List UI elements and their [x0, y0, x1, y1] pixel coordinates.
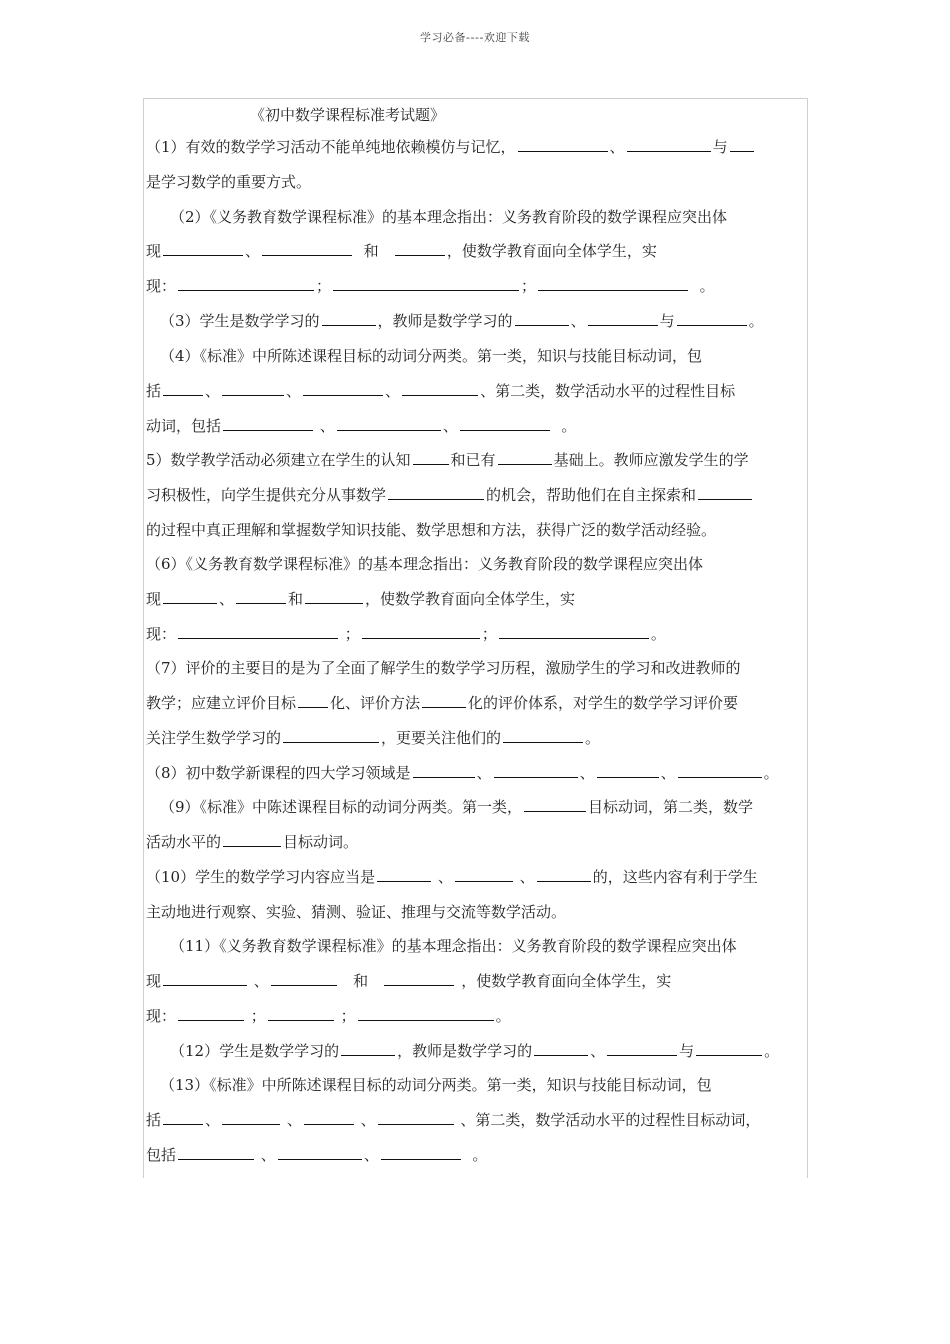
text: 现：	[146, 277, 177, 295]
answer-blank[interactable]	[322, 311, 376, 326]
text: 、	[205, 1111, 221, 1129]
question-5-line-1	[146, 450, 808, 470]
text: 括	[146, 382, 162, 400]
text: ，使数学教育面向全体学生，实	[446, 242, 657, 260]
text: 、	[260, 1146, 276, 1164]
answer-blank[interactable]	[534, 1041, 588, 1056]
question-9-line-2	[146, 832, 808, 852]
answer-blank[interactable]	[413, 450, 449, 465]
answer-blank[interactable]	[518, 137, 608, 152]
question-2-line-1: （2）《义务教育数学课程标准》的基本理念指出：义务教育阶段的数学课程应突出体	[170, 208, 728, 226]
text: 与	[712, 138, 728, 156]
question-5-line-2	[146, 485, 808, 505]
answer-blank[interactable]	[402, 381, 478, 396]
answer-blank[interactable]	[455, 867, 513, 882]
text: ，更要关注他们的	[381, 729, 502, 747]
answer-blank[interactable]	[278, 1145, 362, 1160]
answer-blank[interactable]	[222, 381, 284, 396]
text: 、	[660, 764, 676, 782]
answer-blank[interactable]	[271, 971, 337, 986]
answer-blank[interactable]	[395, 241, 445, 256]
answer-blank[interactable]	[677, 311, 747, 326]
answer-blank[interactable]	[388, 485, 484, 500]
answer-blank[interactable]	[494, 763, 578, 778]
answer-blank[interactable]	[222, 1110, 280, 1125]
answer-blank[interactable]	[597, 763, 659, 778]
text: 。	[561, 417, 577, 435]
text: 、	[579, 764, 595, 782]
answer-blank[interactable]	[236, 589, 286, 604]
text: 、	[360, 1111, 376, 1129]
text: 现：	[146, 1007, 177, 1025]
text: ，教师是数学学习的	[397, 1042, 533, 1060]
question-4-line-1: （4）《标准》中所陈述课程目标的动词分两类。第一类，知识与技能目标动词，包	[160, 347, 703, 365]
text: 与	[659, 312, 675, 330]
question-13-line-2	[146, 1110, 808, 1130]
text: 的机会，帮助他们在自主探索和	[486, 486, 697, 504]
text: ，使数学教育面向全体学生，实	[365, 590, 576, 608]
text: 目标动词。	[283, 833, 359, 851]
text: 、第二类，数学活动水平的过程性目标动词，	[460, 1111, 761, 1129]
answer-blank[interactable]	[337, 416, 441, 431]
text: 、	[590, 1042, 606, 1060]
text: 、	[253, 972, 269, 990]
answer-blank[interactable]	[223, 416, 313, 431]
text: ；	[340, 1007, 356, 1025]
answer-blank[interactable]	[498, 450, 552, 465]
question-6-line-2	[146, 589, 808, 609]
answer-blank[interactable]	[627, 137, 711, 152]
page-header: 学习必备----欢迎下载	[420, 31, 530, 44]
answer-blank[interactable]	[304, 1110, 354, 1125]
question-7-line-1: （7）评价的主要目的是为了全面了解学生的数学学习历程，激励学生的学习和改进教师的	[146, 659, 741, 677]
answer-blank[interactable]	[413, 763, 475, 778]
question-4-line-2	[146, 381, 808, 401]
text: 化的评价体系，对学生的数学学习评价要	[468, 694, 739, 712]
text: 教学；应建立评价目标	[146, 694, 297, 712]
answer-blank[interactable]	[163, 1110, 203, 1125]
question-1-line-1	[146, 137, 808, 157]
text: 与	[679, 1042, 695, 1060]
text: （1）有效的数学学习活动不能单纯地依赖模仿与记忆，	[146, 138, 516, 156]
answer-blank[interactable]	[730, 137, 754, 152]
question-5-line-3: 的过程中真正理解和掌握数学知识技能、数学思想和方法，获得广泛的数学活动经验。	[146, 521, 717, 539]
text: 、	[245, 242, 261, 260]
answer-blank[interactable]	[178, 276, 314, 291]
text: 现	[146, 242, 162, 260]
text: （12）学生是数学学习的	[170, 1042, 340, 1060]
answer-blank[interactable]	[499, 624, 649, 639]
question-6-line-3	[146, 624, 808, 644]
text: 现：	[146, 625, 177, 643]
answer-blank[interactable]	[422, 693, 466, 708]
text: 现	[146, 590, 162, 608]
text: 现	[146, 972, 162, 990]
text: 习积极性，向学生提供充分从事数学	[146, 486, 387, 504]
answer-blank[interactable]	[223, 832, 281, 847]
answer-blank[interactable]	[460, 416, 550, 431]
text: 、	[286, 382, 302, 400]
text: 、	[205, 382, 221, 400]
text: 、	[519, 868, 535, 886]
question-7-line-3	[146, 728, 808, 748]
answer-blank[interactable]	[341, 1041, 395, 1056]
question-1-line-2: 是学习数学的重要方式。	[146, 173, 312, 191]
answer-blank[interactable]	[696, 1041, 762, 1056]
text: 和	[288, 590, 304, 608]
text: 。	[748, 312, 764, 330]
text: 化、评价方法	[330, 694, 421, 712]
answer-blank[interactable]	[384, 971, 454, 986]
answer-blank[interactable]	[524, 797, 586, 812]
answer-blank[interactable]	[178, 624, 338, 639]
answer-blank[interactable]	[163, 381, 203, 396]
question-4-line-3	[146, 416, 808, 436]
text: （8）初中数学新课程的四大学习领域是	[146, 764, 411, 782]
text: 、	[319, 417, 335, 435]
answer-blank[interactable]	[537, 867, 591, 882]
answer-blank[interactable]	[298, 693, 328, 708]
text: 和	[353, 972, 369, 990]
answer-blank[interactable]	[178, 1006, 244, 1021]
text: 5）数学教学活动必须建立在学生的认知	[146, 451, 411, 469]
text: 、	[476, 764, 492, 782]
text: 、	[286, 1111, 302, 1129]
answer-blank[interactable]	[163, 241, 243, 256]
text: 、	[219, 590, 235, 608]
question-6-line-1: （6）《义务教育数学课程标准》的基本理念指出：义务教育阶段的数学课程应突出体	[146, 555, 704, 573]
text: 的，这些内容有利于学生	[592, 868, 758, 886]
text: 关注学生数学学习的	[146, 729, 282, 747]
text: 、	[385, 382, 401, 400]
answer-blank[interactable]	[698, 485, 752, 500]
answer-blank[interactable]	[178, 1145, 254, 1160]
text: 、	[570, 312, 586, 330]
question-13-line-1: （13）《标准》中所陈述课程目标的动词分两类。第一类，知识与技能目标动词，包	[160, 1076, 712, 1094]
text: 包括	[146, 1146, 177, 1164]
text: （10）学生的数学学习内容应当是	[146, 868, 376, 886]
text: ；	[521, 277, 537, 295]
question-13-line-3	[146, 1145, 808, 1165]
answer-blank[interactable]	[588, 311, 658, 326]
answer-blank[interactable]	[305, 589, 363, 604]
question-11-line-3	[146, 1006, 808, 1026]
document-title: 《初中数学课程标准考试题》	[250, 106, 446, 124]
question-12-line-1	[170, 1041, 832, 1061]
text: ；	[250, 1007, 266, 1025]
answer-blank[interactable]	[283, 728, 379, 743]
question-11-line-1: （11）《义务教育数学课程标准》的基本理念指出：义务教育阶段的数学课程应突出体	[170, 937, 737, 955]
question-10-line-1	[146, 867, 808, 887]
text: ；	[481, 625, 497, 643]
question-10-line-2: 主动地进行观察、实验、猜测、验证、推理与交流等数学活动。	[146, 903, 567, 921]
text: 、	[363, 1146, 379, 1164]
text: 、	[437, 868, 453, 886]
answer-blank[interactable]	[378, 1110, 454, 1125]
text: 和已有	[450, 451, 496, 469]
question-2-line-3	[146, 276, 808, 296]
text: ；	[344, 625, 360, 643]
text: 活动水平的	[146, 833, 222, 851]
answer-blank[interactable]	[515, 311, 569, 326]
text: 。	[472, 1146, 488, 1164]
text: ，教师是数学学习的	[377, 312, 513, 330]
text: 和	[363, 242, 379, 260]
text: 动词，包括	[146, 417, 222, 435]
text: 目标动词，第二类，数学	[588, 798, 754, 816]
question-9-line-1	[160, 797, 822, 817]
answer-blank[interactable]	[163, 971, 247, 986]
text: 括	[146, 1111, 162, 1129]
text: 。	[764, 1042, 780, 1060]
answer-blank[interactable]	[678, 763, 762, 778]
text: 、	[442, 417, 458, 435]
text: ，使数学教育面向全体学生，实	[461, 972, 672, 990]
text: 。	[763, 764, 779, 782]
text: 基础上。教师应激发学生的学	[553, 451, 749, 469]
text: ；	[316, 277, 332, 295]
answer-blank[interactable]	[381, 1145, 461, 1160]
question-7-line-2	[146, 693, 808, 713]
answer-blank[interactable]	[538, 276, 688, 291]
question-2-line-2	[146, 241, 808, 261]
answer-blank[interactable]	[607, 1041, 677, 1056]
text: 。	[650, 625, 666, 643]
text: 。	[585, 729, 601, 747]
answer-blank[interactable]	[503, 728, 583, 743]
question-11-line-2	[146, 971, 808, 991]
answer-blank[interactable]	[163, 589, 217, 604]
text: （9）《标准》中陈述课程目标的动词分两类。第一类，	[160, 798, 523, 816]
text: 、第二类，数学活动水平的过程性目标	[480, 382, 736, 400]
answer-blank[interactable]	[303, 381, 383, 396]
answer-blank[interactable]	[268, 1006, 334, 1021]
answer-blank[interactable]	[333, 276, 519, 291]
text: 。	[699, 277, 715, 295]
question-8-line-1	[146, 763, 808, 783]
answer-blank[interactable]	[262, 241, 352, 256]
answer-blank[interactable]	[377, 867, 431, 882]
answer-blank[interactable]	[358, 1006, 494, 1021]
text: （3）学生是数学学习的	[160, 312, 320, 330]
question-3-line-1	[160, 311, 822, 331]
text: 、	[609, 138, 625, 156]
text: 。	[495, 1007, 511, 1025]
answer-blank[interactable]	[362, 624, 480, 639]
